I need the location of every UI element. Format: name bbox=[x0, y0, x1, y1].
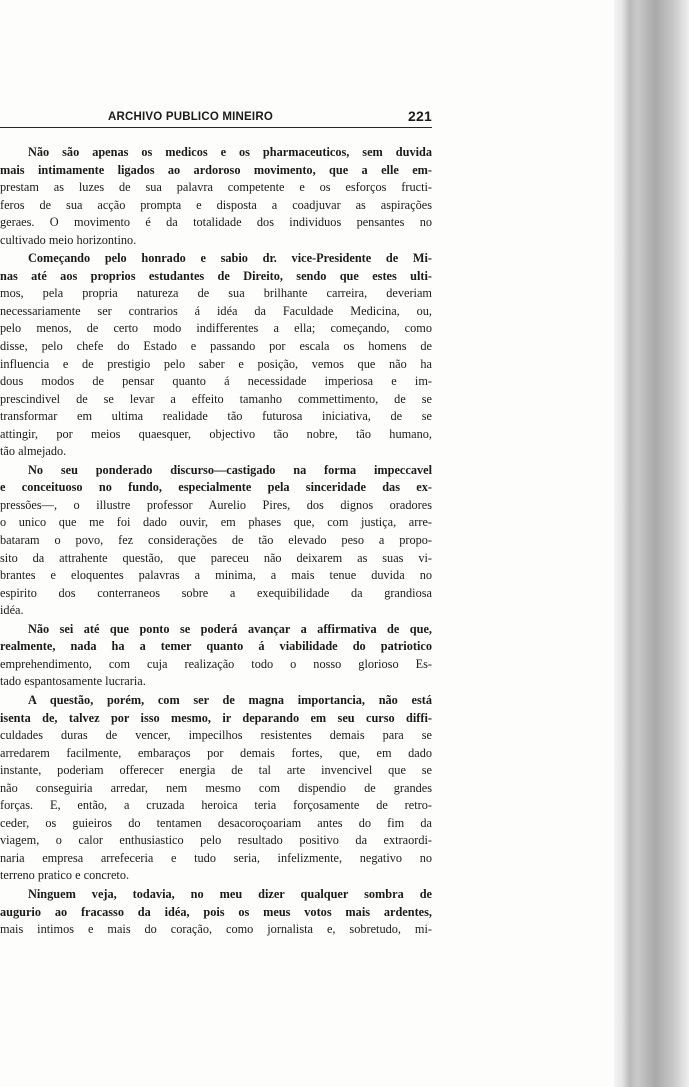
paragraph bbox=[0, 692, 432, 885]
text-line: ceder, os guieiros do tentamen desacoroçoariam antes do fim da bbox=[0, 815, 432, 830]
text-line: No seu ponderado discurso—castigado na forma impeccavel bbox=[28, 462, 432, 477]
text-line: mais intimos e mais do coração, como jornalista e, sobretudo, mi- bbox=[0, 922, 432, 937]
page-header bbox=[0, 108, 440, 126]
text-line: attingir, por meios quaesquer, objectivo tão nobre, tão humano, bbox=[0, 426, 432, 441]
text-line: e conceituoso no fundo, especialmente pela sinceridade das ex- bbox=[0, 480, 432, 495]
text-line: isenta de, talvez por isso mesmo, ir deparando em seu curso diffi- bbox=[0, 710, 432, 725]
header-rule bbox=[0, 127, 432, 128]
text-line: influencia e de prestigio pelo saber e posição, vemos que não ha bbox=[0, 356, 432, 371]
text-line: pressões—, o illustre professor Aurelio Pires, dos dignos oradores bbox=[0, 497, 432, 512]
text-line: bataram o povo, fez considerações de tão elevado peso a propo- bbox=[0, 533, 432, 548]
paragraph bbox=[0, 886, 432, 939]
text-line: Começando pelo honrado e sabio dr. vice-Presidente de Mi- bbox=[28, 251, 432, 266]
text-line: Ninguem veja, todavia, no meu dizer qualquer sombra de bbox=[28, 886, 432, 901]
text-line: culdades duras de vencer, impecilhos resistentes demais para se bbox=[0, 728, 432, 743]
paragraph bbox=[0, 462, 432, 620]
body-text bbox=[0, 144, 432, 1024]
text-line: instante, poderiam offerecer energia de tal arte invencivel que se bbox=[0, 763, 432, 778]
text-line: feros de sua acção prompta e disposta a coadjuvar as aspirações bbox=[0, 197, 432, 212]
text-line: realmente, nada ha a temer quanto á viabilidade do patriotico bbox=[0, 639, 432, 654]
text-line: A questão, porém, com ser de magna importancia, não está bbox=[28, 692, 432, 707]
binding-shadow bbox=[622, 0, 638, 1087]
text-line: brantes e eloquentes palavras a minima, a mais tenue duvida no bbox=[0, 568, 432, 583]
text-line: mais intimamente ligados ao ardoroso movimento, que a elle em- bbox=[0, 162, 432, 177]
text-line: naria empresa arrefeceria e tudo seria, infelizmente, negativo no bbox=[0, 850, 432, 865]
text-line: idéa. bbox=[0, 603, 24, 618]
text-line: augurio ao fracasso da idéa, pois os meus votos mais ardentes, bbox=[0, 904, 432, 919]
running-title: ARCHIVO PUBLICO MINEIRO bbox=[108, 111, 273, 123]
text-line: disse, pelo chefe do Estado e passando por escala os homens de bbox=[0, 339, 432, 354]
text-line: terreno pratico e concreto. bbox=[0, 868, 130, 883]
paragraph bbox=[0, 250, 432, 461]
text-line: necessariamente ser contrarios á idéa da Faculdade Medicina, ou, bbox=[0, 303, 432, 318]
paragraph bbox=[0, 621, 432, 691]
text-line: forças. E, então, a cruzada heroica teria forçosamente de retro- bbox=[0, 798, 432, 813]
text-line: não conseguiria arredar, nem mesmo com dispendio de grandes bbox=[0, 780, 432, 795]
text-line: geraes. O movimento é da totalidade dos individuos pensantes no bbox=[0, 215, 432, 230]
text-line: arredarem facilmente, embaraços por demais fortes, que, em dado bbox=[0, 745, 432, 760]
text-line: sito da attrahente questão, que pareceu não deixarem as suas vi- bbox=[0, 550, 432, 565]
text-line: nas até aos proprios estudantes de Direito, sendo que estes ulti- bbox=[0, 268, 432, 283]
text-line: o unico que me foi dado ouvir, em phases que, com justiça, arre- bbox=[0, 515, 432, 530]
text-line: Não sei até que ponto se poderá avançar a affirmativa de que, bbox=[28, 621, 432, 636]
text-line: prescindivel de se levar a effeito tamanho commettimento, de se bbox=[0, 391, 432, 406]
text-line: pelo menos, de certo modo indifferentes a ella; começando, como bbox=[0, 321, 432, 336]
paragraph bbox=[0, 144, 432, 249]
text-line: viagem, o calor enthusiastico pelo resultado positivo da extraordi- bbox=[0, 833, 432, 848]
text-line: emprehendimento, com cuja realização todo o nosso glorioso Es- bbox=[0, 656, 432, 671]
text-line: mos, pela propria natureza de sua brilhante carreira, deveriam bbox=[0, 286, 432, 301]
text-line: Não são apenas os medicos e os pharmaceuticos, sem duvida bbox=[28, 145, 432, 159]
text-line: tado espantosamente lucraria. bbox=[0, 674, 146, 689]
text-line: transformar em ultima realidade tão futurosa iniciativa, de se bbox=[0, 409, 432, 424]
text-line: prestam as luzes de sua palavra competente e os esforços fructi- bbox=[0, 180, 432, 195]
text-line: dous modos de pensar quanto á necessidade imperiosa e im- bbox=[0, 374, 432, 389]
text-line: espirito dos conterraneos sobre a exequibilidade da grandiosa bbox=[0, 585, 432, 600]
text-line: cultivado meio horizontino. bbox=[0, 232, 137, 247]
text-line: tão almejado. bbox=[0, 444, 67, 459]
page-number: 221 bbox=[408, 108, 432, 124]
